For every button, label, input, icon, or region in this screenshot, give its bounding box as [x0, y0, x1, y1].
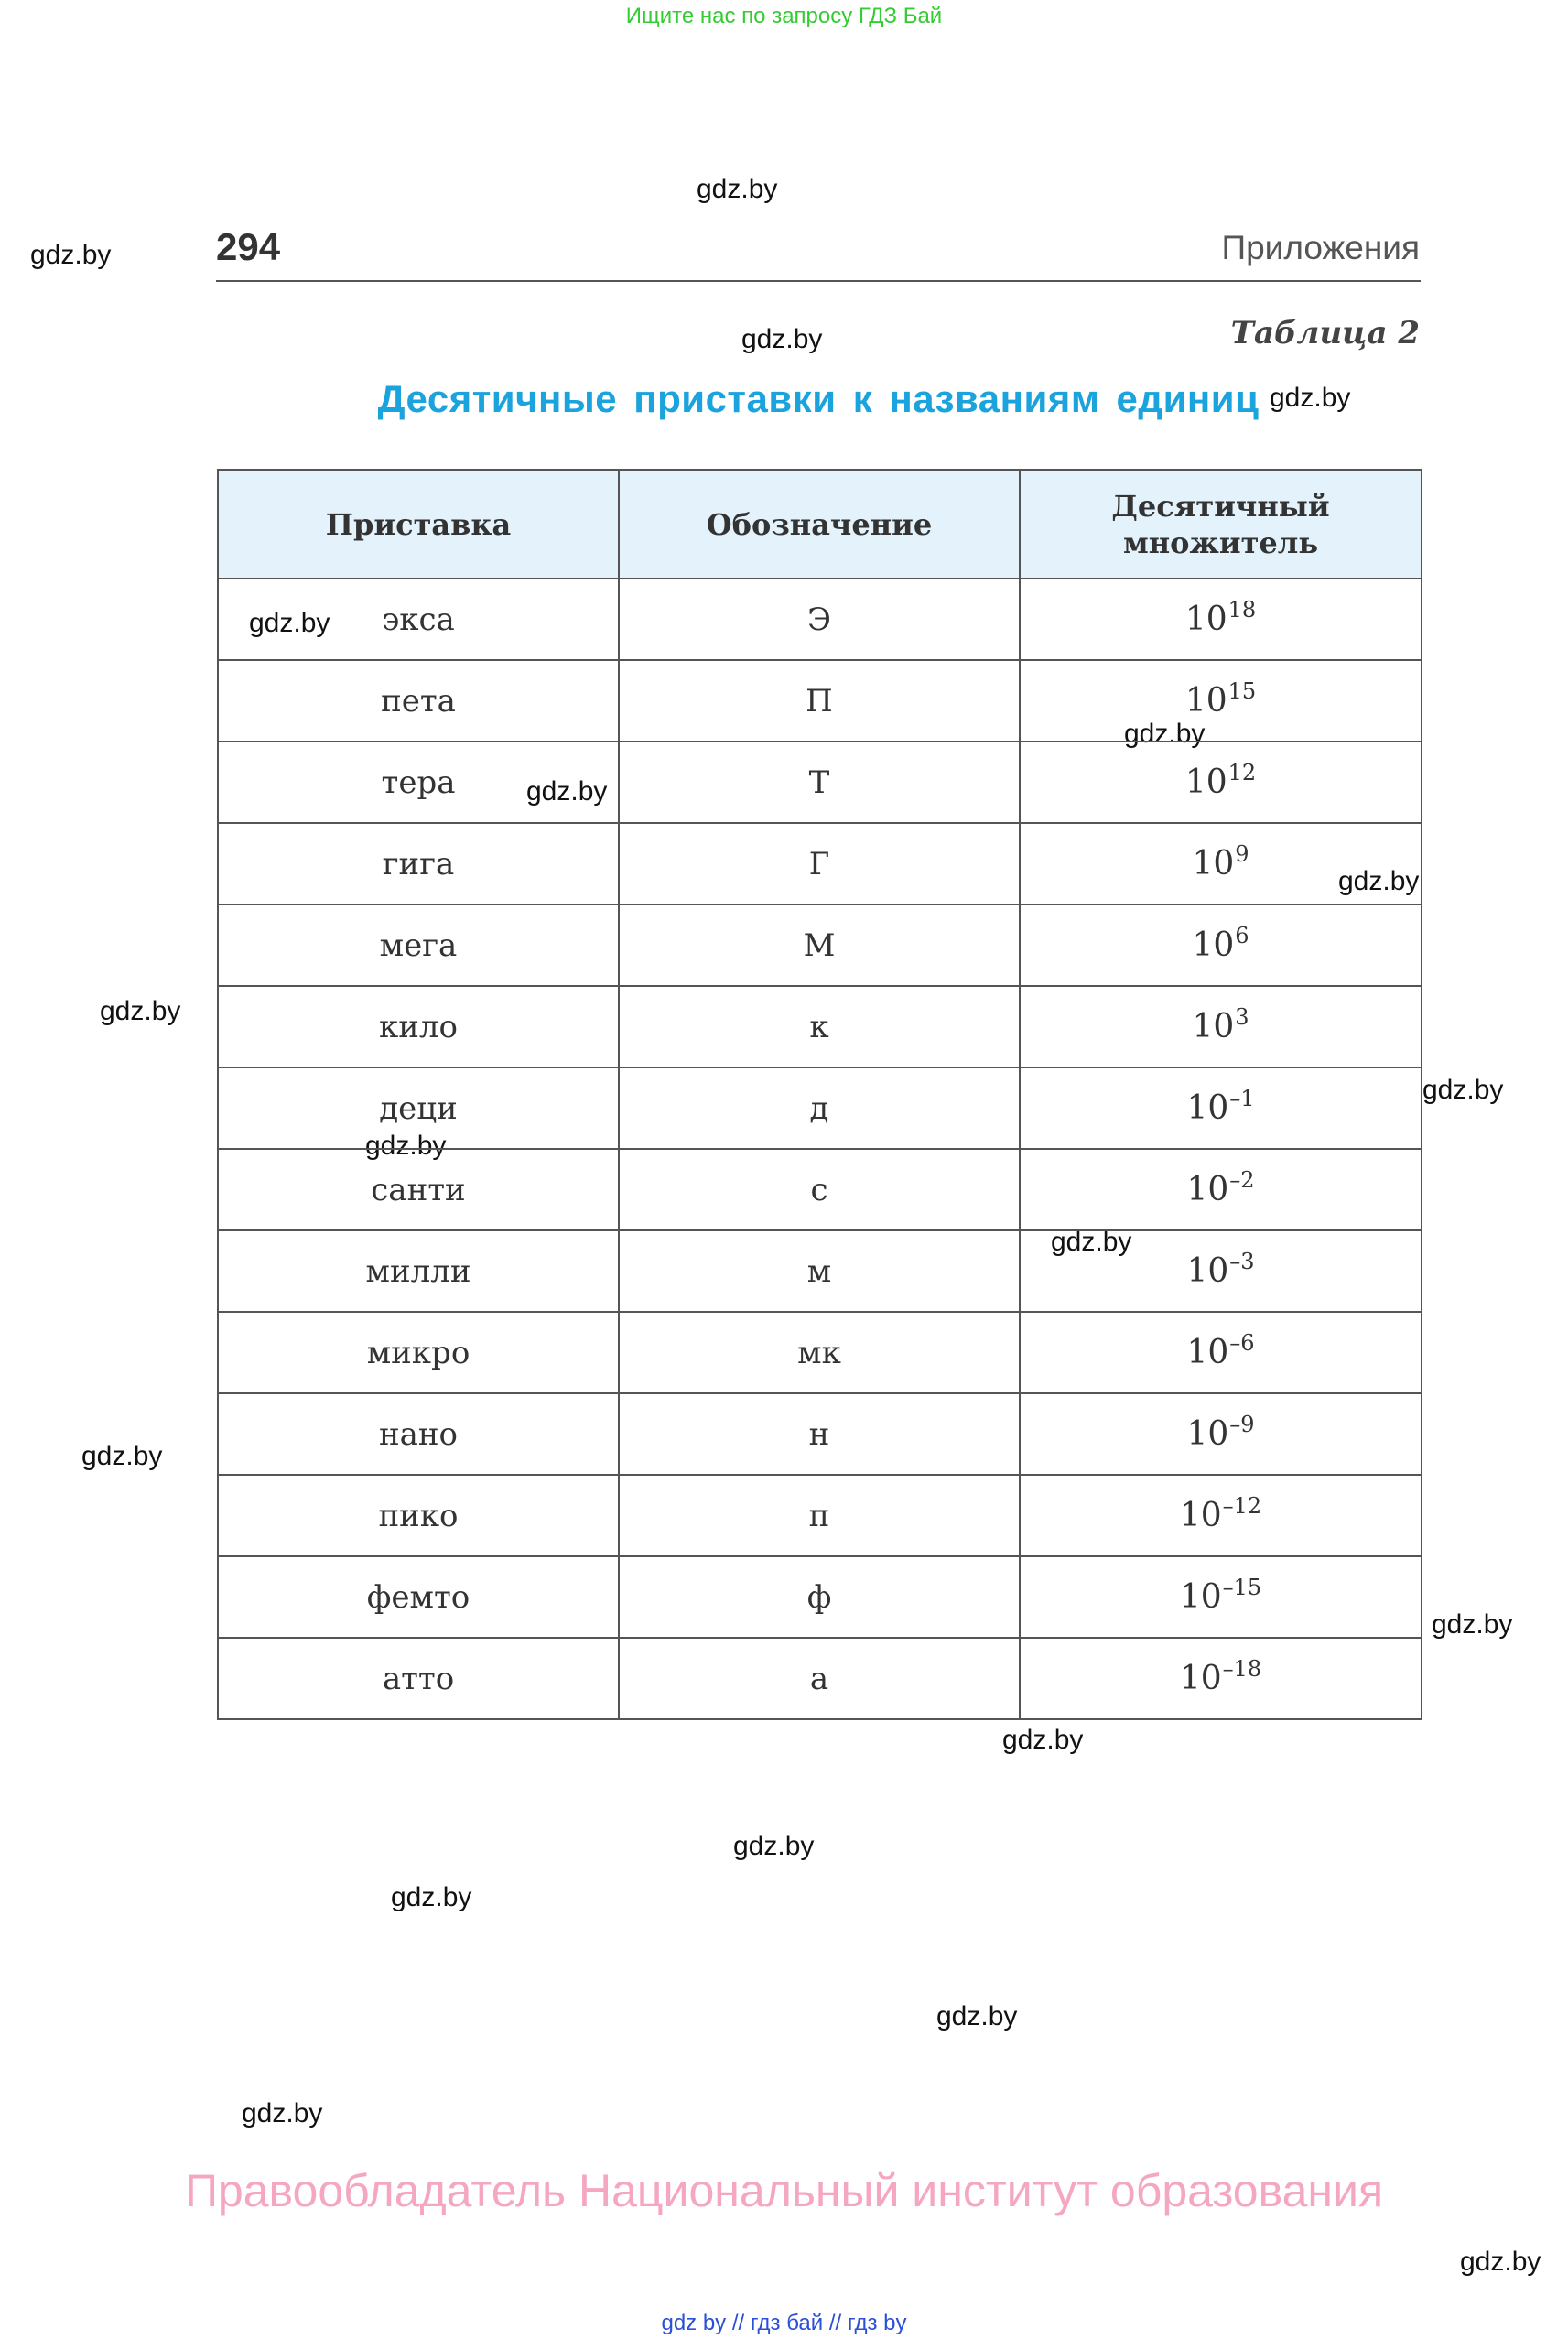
multiplier-base: 10: [1186, 1252, 1229, 1290]
rights-holder: Правообладатель Национальный институт образования: [184, 2165, 1384, 2216]
watermark: gdz.by: [249, 608, 330, 638]
multiplier-exponent: –3: [1229, 1249, 1255, 1274]
table-row: [218, 1393, 1422, 1475]
multiplier-cell: [1020, 1067, 1422, 1149]
multiplier-cell: [1020, 986, 1422, 1067]
header-rule: [216, 280, 1421, 282]
table-row: [218, 823, 1422, 904]
watermark: gdz.by: [733, 1831, 815, 1861]
symbol-cell: ф: [619, 1556, 1020, 1638]
symbol-cell: Г: [619, 823, 1020, 904]
table-row: [218, 1149, 1422, 1230]
watermark: gdz.by: [697, 174, 778, 204]
multiplier-exponent: –9: [1229, 1412, 1255, 1437]
multiplier-cell: [1020, 579, 1422, 660]
prefix-cell: экса: [218, 579, 619, 660]
multiplier-cell: [1020, 904, 1422, 986]
prefix-table: [217, 469, 1422, 1720]
table-row: [218, 1312, 1422, 1393]
multiplier-exponent: 12: [1227, 760, 1257, 785]
table-title: Десятичные приставки к названиям единиц: [377, 377, 1260, 420]
table-row: [218, 1638, 1422, 1719]
watermark: gdz.by: [81, 1441, 163, 1471]
watermark: gdz.by: [242, 2098, 323, 2128]
watermark: gdz.by: [1002, 1725, 1084, 1755]
symbol-cell: М: [619, 904, 1020, 986]
multiplier-cell: [1020, 660, 1422, 742]
multiplier-base: 10: [1184, 601, 1227, 638]
multiplier-cell: [1020, 1312, 1422, 1393]
table-row: [218, 986, 1422, 1067]
watermark: gdz.by: [741, 324, 823, 354]
symbol-cell: П: [619, 660, 1020, 742]
multiplier-base: 10: [1184, 763, 1227, 801]
watermark: gdz.by: [526, 776, 608, 807]
symbol-cell: Т: [619, 742, 1020, 823]
watermark: gdz.by: [1124, 719, 1206, 749]
multiplier-exponent: –18: [1222, 1656, 1262, 1682]
table-row: [218, 904, 1422, 986]
multiplier-exponent: –6: [1229, 1330, 1255, 1356]
prefix-cell: нано: [218, 1393, 619, 1475]
multiplier-cell: [1020, 1149, 1422, 1230]
watermark: gdz.by: [30, 240, 112, 270]
table-row: [218, 660, 1422, 742]
symbol-cell: Э: [619, 579, 1020, 660]
multiplier-base: 10: [1186, 1171, 1229, 1208]
table-row: [218, 1230, 1422, 1312]
symbol-cell: а: [619, 1638, 1020, 1719]
table-row: [218, 1475, 1422, 1556]
multiplier-base: 10: [1179, 1578, 1222, 1616]
prefix-cell: кило: [218, 986, 619, 1067]
watermark: gdz.by: [1460, 2247, 1541, 2277]
multiplier-exponent: –1: [1229, 1086, 1255, 1111]
column-header-multiplier: Десятичный множитель: [1020, 470, 1422, 579]
watermark: gdz.by: [1422, 1075, 1504, 1105]
prefix-cell: мега: [218, 904, 619, 986]
watermark: gdz.by: [1270, 383, 1351, 413]
multiplier-exponent: –2: [1229, 1167, 1255, 1193]
multiplier-cell: [1020, 823, 1422, 904]
multiplier-cell: [1020, 1475, 1422, 1556]
prefix-cell: пико: [218, 1475, 619, 1556]
multiplier-exponent: 18: [1227, 597, 1257, 623]
prefix-cell: гига: [218, 823, 619, 904]
multiplier-cell: [1020, 1393, 1422, 1475]
table-row: [218, 742, 1422, 823]
symbol-cell: к: [619, 986, 1020, 1067]
multiplier-base: 10: [1186, 1334, 1229, 1371]
symbol-cell: мк: [619, 1312, 1020, 1393]
multiplier-cell: [1020, 1638, 1422, 1719]
prefix-cell: деци: [218, 1067, 619, 1149]
prefix-cell: фемто: [218, 1556, 619, 1638]
symbol-cell: с: [619, 1149, 1020, 1230]
watermark: gdz.by: [100, 996, 181, 1026]
multiplier-base: 10: [1192, 1008, 1235, 1045]
multiplier-base: 10: [1192, 845, 1235, 883]
multiplier-cell: [1020, 742, 1422, 823]
watermark: gdz.by: [1432, 1609, 1513, 1640]
multiplier-exponent: 6: [1235, 923, 1249, 948]
multiplier-base: 10: [1186, 1089, 1229, 1127]
multiplier-base: 10: [1179, 1660, 1222, 1697]
watermark: gdz.by: [1051, 1227, 1132, 1257]
prefix-cell: пета: [218, 660, 619, 742]
multiplier-base: 10: [1184, 682, 1227, 720]
running-head: Приложения: [1221, 229, 1420, 266]
multiplier-base: 10: [1192, 926, 1235, 964]
multiplier-exponent: 3: [1235, 1004, 1249, 1030]
symbol-cell: п: [619, 1475, 1020, 1556]
prefix-cell: тера: [218, 742, 619, 823]
multiplier-base: 10: [1186, 1415, 1229, 1453]
multiplier-exponent: –15: [1222, 1575, 1262, 1600]
symbol-cell: м: [619, 1230, 1020, 1312]
table-body: [218, 579, 1422, 1719]
watermark: gdz.by: [936, 2001, 1018, 2031]
prefix-cell: санти: [218, 1149, 619, 1230]
multiplier-exponent: 9: [1235, 841, 1249, 867]
prefix-cell: микро: [218, 1312, 619, 1393]
top-banner: Ищите нас по запросу ГДЗ Бай: [625, 4, 943, 28]
page-number: 294: [216, 225, 281, 268]
symbol-cell: д: [619, 1067, 1020, 1149]
table-row: [218, 579, 1422, 660]
multiplier-cell: [1020, 1556, 1422, 1638]
column-header-prefix: Приставка: [218, 470, 619, 579]
watermark: gdz.by: [365, 1131, 447, 1161]
symbol-cell: н: [619, 1393, 1020, 1475]
multiplier-cell: [1020, 1230, 1422, 1312]
prefix-cell: атто: [218, 1638, 619, 1719]
table-row: [218, 1067, 1422, 1149]
watermark: gdz.by: [1338, 866, 1420, 896]
table-label: Таблица 2: [1230, 315, 1420, 352]
column-header-symbol: Обозначение: [619, 470, 1020, 579]
table-row: [218, 1556, 1422, 1638]
prefix-cell: милли: [218, 1230, 619, 1312]
footer-links: gdz by // гдз бай // гдз by: [661, 2311, 907, 2335]
multiplier-base: 10: [1179, 1497, 1222, 1534]
multiplier-exponent: 15: [1227, 678, 1257, 704]
watermark: gdz.by: [391, 1882, 472, 1912]
table-header-row: [218, 470, 1422, 579]
multiplier-exponent: –12: [1222, 1493, 1262, 1519]
